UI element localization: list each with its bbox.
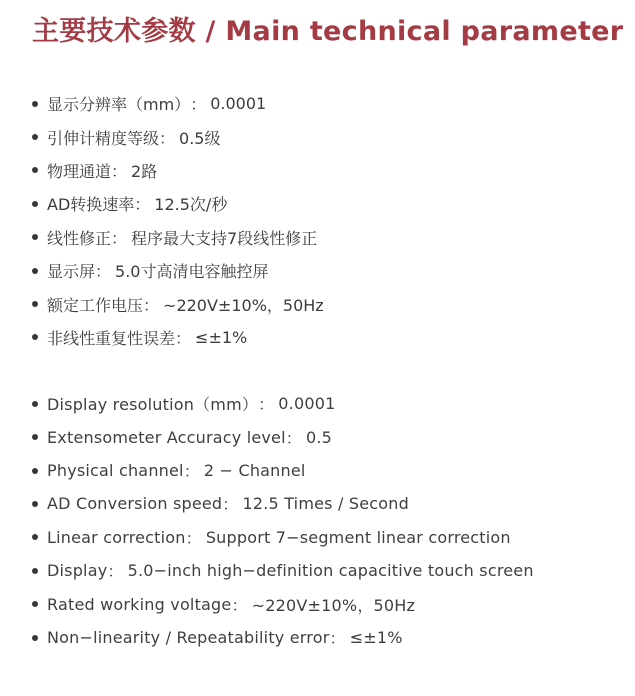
spec-item-en-linear-correction <box>32 521 635 554</box>
page-title-en: Main technical parameter <box>225 16 624 47</box>
spec-label: Display <box>47 561 108 581</box>
spec-colon: ： <box>285 428 302 448</box>
spec-label: Display resolution（mm） <box>47 395 259 415</box>
bullet-icon <box>32 201 38 207</box>
spec-colon: ： <box>159 128 176 148</box>
spec-label: AD转换速率 <box>47 195 135 215</box>
bullet-icon <box>32 167 38 173</box>
spec-item-en-ad-conversion <box>32 487 635 520</box>
spec-sheet-page <box>0 14 635 696</box>
spec-item-cn-display-screen <box>32 254 635 287</box>
bullet-icon <box>32 401 38 407</box>
bullet-icon <box>32 334 38 340</box>
spec-label: 显示分辨率（mm） <box>47 95 191 115</box>
bullet-icon <box>32 601 38 607</box>
spec-item-cn-accuracy-level <box>32 120 635 153</box>
spec-value: Support 7−segment linear correction <box>205 527 511 547</box>
spec-value: 2 − Channel <box>203 461 306 481</box>
spec-label: 引伸计精度等级 <box>47 128 160 148</box>
spec-item-en-display-screen <box>32 554 635 587</box>
spec-value: 0.0001 <box>210 94 267 114</box>
spec-colon: ： <box>185 528 202 548</box>
spec-colon: ： <box>175 328 192 348</box>
spec-label: Linear correction <box>47 527 186 547</box>
spec-label: AD Conversion speed <box>47 494 223 514</box>
spec-item-cn-linear-correction <box>32 221 635 254</box>
spec-list-chinese <box>0 87 635 354</box>
bullet-icon <box>32 134 38 140</box>
spec-item-cn-ad-conversion <box>32 187 635 220</box>
spec-list-english <box>0 387 635 654</box>
spec-value: 0.0001 <box>278 394 336 414</box>
spec-value: ~220V±10%，50Hz <box>163 295 324 315</box>
spec-label: 线性修正 <box>47 228 112 248</box>
spec-value: 12.5次/秒 <box>154 195 228 215</box>
spec-value: 0.5 <box>305 427 333 447</box>
page-title <box>32 14 635 50</box>
bullet-icon <box>32 568 38 574</box>
spec-item-cn-rated-voltage <box>32 287 635 320</box>
spec-colon: ： <box>111 161 128 181</box>
spec-value: ≤±1% <box>195 327 248 347</box>
spec-item-en-display-resolution <box>32 387 635 420</box>
bullet-icon <box>32 434 38 440</box>
spec-label: 额定工作电压 <box>47 295 144 315</box>
spec-label: 非线性重复性误差 <box>47 328 176 348</box>
bullet-icon <box>32 234 38 240</box>
spec-colon: ： <box>183 462 200 482</box>
spec-colon: ： <box>190 95 207 115</box>
spec-value: 12.5 Times / Second <box>242 494 409 514</box>
bullet-icon <box>32 268 38 274</box>
spec-item-cn-physical-channel <box>32 154 635 187</box>
spec-item-en-rated-voltage <box>32 587 635 620</box>
spec-value: 2路 <box>131 161 158 181</box>
spec-label: Rated working voltage <box>47 594 232 614</box>
spec-colon: ： <box>222 495 239 515</box>
spec-colon: ： <box>329 629 346 649</box>
spec-item-en-nonlinearity-error <box>32 621 635 654</box>
bullet-icon <box>32 101 38 107</box>
spec-item-cn-nonlinearity-error <box>32 321 635 354</box>
spec-colon: ： <box>107 562 124 582</box>
spec-value: 0.5级 <box>179 128 221 148</box>
bullet-icon <box>32 301 38 307</box>
spec-label: 显示屏 <box>47 262 96 282</box>
page-title-cn: 主要技术参数 <box>32 16 196 47</box>
spec-colon: ： <box>111 228 128 248</box>
spec-item-cn-display-resolution <box>32 87 635 120</box>
bullet-icon <box>32 468 38 474</box>
spec-colon: ： <box>143 295 160 315</box>
spec-colon: ： <box>231 595 248 615</box>
spec-value: ~220V±10%，50Hz <box>251 595 416 615</box>
spec-label: Non−linearity / Repeatability error <box>47 628 330 648</box>
spec-colon: ： <box>95 262 112 282</box>
spec-value: 程序最大支持7段线性修正 <box>131 228 318 248</box>
spec-label: 物理通道 <box>47 161 112 181</box>
spec-value: ≤±1% <box>349 628 403 648</box>
bullet-icon <box>32 501 38 507</box>
spec-label: Extensometer Accuracy level <box>47 427 286 447</box>
spec-item-en-physical-channel <box>32 454 635 487</box>
spec-item-en-accuracy-level <box>32 421 635 454</box>
spec-colon: ： <box>258 395 275 415</box>
bullet-icon <box>32 534 38 540</box>
page-title-separator: / <box>195 16 226 47</box>
spec-value: 5.0−inch high−definition capacitive touch screen <box>127 561 534 581</box>
spec-label: Physical channel <box>47 461 184 481</box>
spec-colon: ： <box>134 195 151 215</box>
spec-value: 5.0寸高清电容触控屏 <box>115 262 269 282</box>
bullet-icon <box>32 635 38 641</box>
